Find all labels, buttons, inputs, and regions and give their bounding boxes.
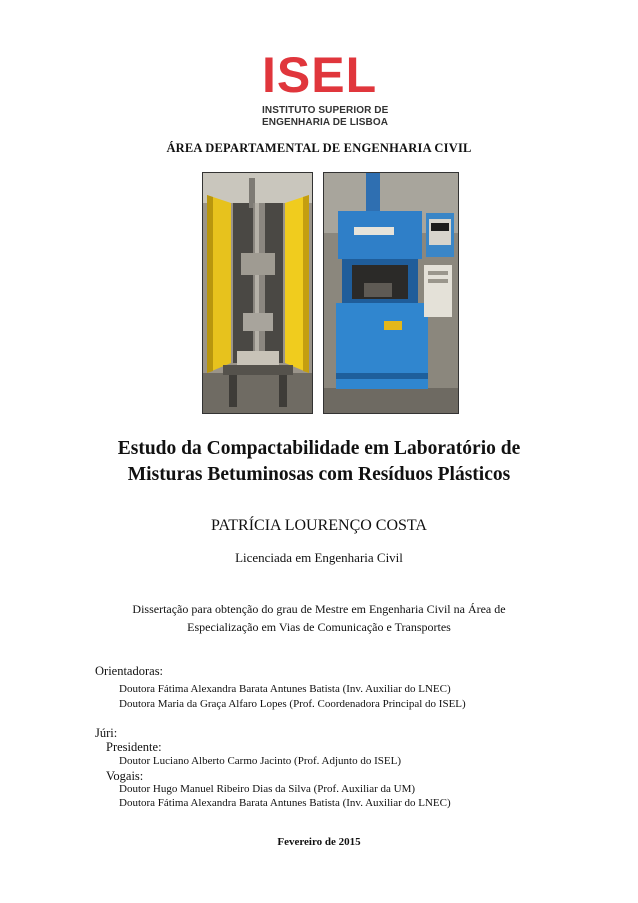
title-line-1: Estudo da Compactabilidade em Laboratório de <box>117 438 521 459</box>
logo-brand: ISEL <box>262 47 378 103</box>
author-degree: Licenciada em Engenharia Civil <box>235 550 403 565</box>
jury-president-label: Presidente: <box>106 740 162 754</box>
logo-line-1: INSTITUTO SUPERIOR DE <box>262 105 389 116</box>
title-line-2: Misturas Betuminosas com Resíduos Plásticos <box>127 464 511 485</box>
advisor-item: Doutora Maria da Graça Alfaro Lopes (Prof. Coordenadora Principal do ISEL) <box>119 698 466 710</box>
isel-logo <box>262 47 389 136</box>
dissertation-line-2: Especialização em Vias de Comunicação e Transportes <box>187 620 451 634</box>
jury-label: Júri: <box>95 726 118 740</box>
submission-date: Fevereiro de 2015 <box>277 836 361 848</box>
advisor-item: Doutora Fátima Alexandra Barata Antunes Batista (Inv. Auxiliar do LNEC) <box>119 683 451 695</box>
dissertation-line-1: Dissertação para obtenção do grau de Mestre em Engenharia Civil na Área de <box>132 602 506 616</box>
department-heading: ÁREA DEPARTAMENTAL DE ENGENHARIA CIVIL <box>166 141 472 155</box>
compactor-illustration <box>203 173 312 413</box>
jury-members-label: Vogais: <box>106 769 144 783</box>
gyratory-compactor-illustration <box>324 173 458 413</box>
author-name: PATRÍCIA LOURENÇO COSTA <box>211 517 427 534</box>
compactor-photo <box>202 172 313 414</box>
jury-member: Doutora Fátima Alexandra Barata Antunes Batista (Inv. Auxiliar do LNEC) <box>119 797 451 809</box>
jury-president: Doutor Luciano Alberto Carmo Jacinto (Prof. Adjunto do ISEL) <box>119 755 401 767</box>
gyratory-compactor-photo <box>323 172 459 414</box>
thesis-title <box>0 436 638 488</box>
dissertation-statement <box>60 600 578 636</box>
jury-member: Doutor Hugo Manuel Ribeiro Dias da Silva (Prof. Auxiliar da UM) <box>119 783 416 795</box>
advisors-label: Orientadoras: <box>95 664 164 678</box>
logo-line-2: ENGENHARIA DE LISBOA <box>262 117 389 128</box>
